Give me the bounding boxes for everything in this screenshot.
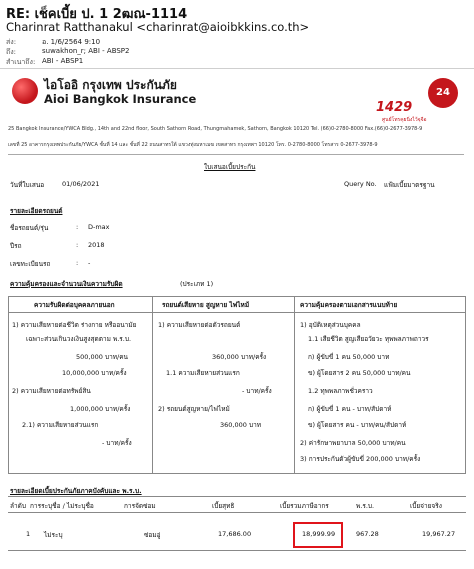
premium-cell: 17,686.00 — [218, 530, 252, 538]
company-name-th: ไอโออิ กรุงเทพ ประกันภัย — [44, 78, 177, 92]
premium-cell: ซ่อมอู่ — [144, 531, 161, 539]
car-plate-label: เลขทะเบียนรถ — [10, 260, 51, 268]
car-model-colon: : — [76, 223, 79, 231]
premium-header: เบี้ยสุทธิ — [212, 502, 235, 510]
coverage-col-divider — [152, 296, 153, 474]
col2-line: - บาท/ครั้ง — [242, 387, 272, 395]
col3-line: 1.1 เสียชีวิต สูญเสียอวัยวะ ทุพพลภาพถาวร — [308, 335, 429, 343]
premium-header: การระบุชื่อ / ไม่ระบุชื่อ — [30, 502, 94, 510]
car-model-value: D-max — [88, 223, 110, 231]
company-logo-icon — [12, 78, 38, 104]
premium-cell: 967.28 — [356, 530, 379, 538]
premium-header: การจัดซ่อม — [124, 502, 156, 510]
col3-line: 3) การประกันตัวผู้ขับขี่ 200,000 บาท/ครั้ง — [300, 455, 421, 463]
premium-header: พ.ร.บ. — [356, 502, 375, 510]
premium-bottom-line — [8, 550, 466, 551]
col1-line: เฉพาะส่วนเกินวงเงินสูงสุดตาม พ.ร.บ. — [26, 335, 132, 343]
col2-line: 1.1 ความเสียหายส่วนแรก — [166, 369, 240, 377]
col3-line: ก) ผู้ขับขี่ 1 คน - บาท/สัปดาห์ — [308, 405, 392, 413]
coverage-section-title: ความคุ้มครองและจำนวนเงินความรับผิด — [10, 280, 123, 288]
email-date-label: ส่ง: — [6, 38, 17, 46]
query-value: แฟ้มเบี้ยมาตรฐาน — [384, 181, 435, 189]
col2-line: 2) รถยนต์สูญหาย/ไฟไหม้ — [158, 405, 230, 413]
email-to[interactable]: suwakhon_r; ABI - ABSP2 — [42, 47, 130, 55]
car-year-label: ปีรถ — [10, 242, 22, 250]
premium-top-line — [8, 496, 466, 497]
col1-header: ความรับผิดต่อบุคคลภายนอก — [34, 301, 115, 309]
col3-line: 1) อุบัติเหตุส่วนบุคคล — [300, 321, 361, 329]
premium-total-with-tax: 18,999.99 — [302, 530, 336, 538]
col1-line: 2.1) ความเสียหายส่วนแรก — [22, 421, 99, 429]
premium-header: เบี้ยรวมภาษีอากร — [280, 502, 329, 510]
highlight-box — [293, 522, 343, 548]
quotation-document — [4, 70, 470, 569]
col2-header: รถยนต์เสียหาย สูญหาย ไฟไหม้ — [162, 301, 250, 309]
email-sender[interactable]: Charinrat Ratthanakul <charinrat@aioibkkins.co.th> — [6, 20, 310, 34]
email-cc[interactable]: ABI - ABSP1 — [42, 57, 84, 65]
col3-line: 1.2 ทุพพลภาพชั่วคราว — [308, 387, 373, 395]
quote-date: 01/06/2021 — [62, 180, 100, 188]
col2-line: 1) ความเสียหายต่อตัวรถยนต์ — [158, 321, 241, 329]
quote-date-label: วันที่ใบเสนอ — [10, 181, 45, 189]
email-cc-row — [6, 57, 84, 68]
col1-line: 10,000,000 บาท/ครั้ง — [62, 369, 127, 377]
col1-line: 1,000,000 บาท/ครั้ง — [70, 405, 131, 413]
col1-line: 500,000 บาท/คน — [76, 353, 128, 361]
email-subject: RE: เช็คเบี้ย ป. 1 2ฒณ-1114 — [6, 7, 188, 22]
premium-header: ลำดับ — [10, 502, 26, 510]
car-year-value: 2018 — [88, 241, 105, 249]
coverage-col-divider — [294, 296, 295, 474]
coverage-header-line — [8, 312, 466, 313]
premium-cell: 19,967.27 — [422, 530, 456, 538]
car-plate-colon: : — [76, 259, 79, 267]
premium-header: เบี้ยจ่ายจริง — [410, 502, 442, 510]
company-address-th: เลขที่ 25 อาคารกรุงเทพประกันภัย/YWCA ชั้นที่ 14 และ ชั้นที่ 22 ถนนสาทรใต้ แขวงทุ่งมหาเมฆ เขตสาทร กรุงเทพฯ 10120 โทร. 0-2780-8000 โทรสาร 0-2677-3978-9 — [8, 142, 378, 148]
col1-line: 1) ความเสียหายต่อชีวิต ร่างกาย หรืออนามัย — [12, 321, 137, 329]
premium-header-line — [8, 512, 466, 513]
col3-header: ความคุ้มครองตามเอกสารแนบท้าย — [300, 301, 398, 309]
badge-24h-icon: 24 — [428, 78, 458, 108]
car-section-title: รายละเอียดรถยนต์ — [10, 207, 63, 215]
col3-line: ข) ผู้โดยสาร คน - บาท/คน/สัปดาห์ — [308, 421, 407, 429]
col1-line: - บาท/ครั้ง — [102, 439, 132, 447]
coverage-class: (ประเภท 1) — [180, 280, 214, 288]
company-name-en: Aioi Bangkok Insurance — [44, 92, 197, 106]
quote-title: ใบเสนอเบี้ยประกัน — [204, 163, 256, 171]
email-date: อ. 1/6/2564 9:10 — [42, 38, 101, 46]
hotline-number: 1429 — [376, 100, 413, 115]
col3-line: 2) ค่ารักษาพยาบาล 50,000 บาท/คน — [300, 439, 406, 447]
email-to-label: ถึง: — [6, 48, 17, 56]
car-year-colon: : — [76, 241, 79, 249]
col2-line: 360,000 บาท/ครั้ง — [212, 353, 267, 361]
premium-cell: 1 — [26, 530, 31, 538]
premium-cell: ไม่ระบุ — [44, 531, 63, 539]
car-model-label: ชื่อรถยนต์/รุ่น — [10, 224, 49, 232]
company-address-en: 25 Bangkok Insurance/YWCA Bldg., 14th and 22nd floor, South Sathorn Road, Thungmahamek, Sathorn, Bangkok 10120 Tel. (66)0-2780-8000 Fax.(66)0-2677-3978-9 — [8, 126, 423, 132]
col3-line: ก) ผู้ขับขี่ 1 คน 50,000 บาท — [308, 353, 390, 361]
query-label: Query No. — [344, 180, 377, 188]
premium-section-title: รายละเอียดเบี้ยประกันภัยภาคบังคับและ พ.ร.บ. — [10, 487, 142, 495]
col1-line: 2) ความเสียหายต่อทรัพย์สิน — [12, 387, 91, 395]
email-header — [0, 0, 474, 69]
col2-line: 360,000 บาท — [220, 421, 262, 429]
email-cc-label: สำเนาถึง: — [6, 58, 36, 66]
hotline-caption: ศูนย์โทรคุยนิ่งไว้จุจีอ — [382, 117, 427, 123]
divider — [8, 154, 464, 155]
car-plate-value: - — [88, 259, 91, 267]
col3-line: ข) ผู้โดยสาร 2 คน 50,000 บาท/คน — [308, 369, 411, 377]
